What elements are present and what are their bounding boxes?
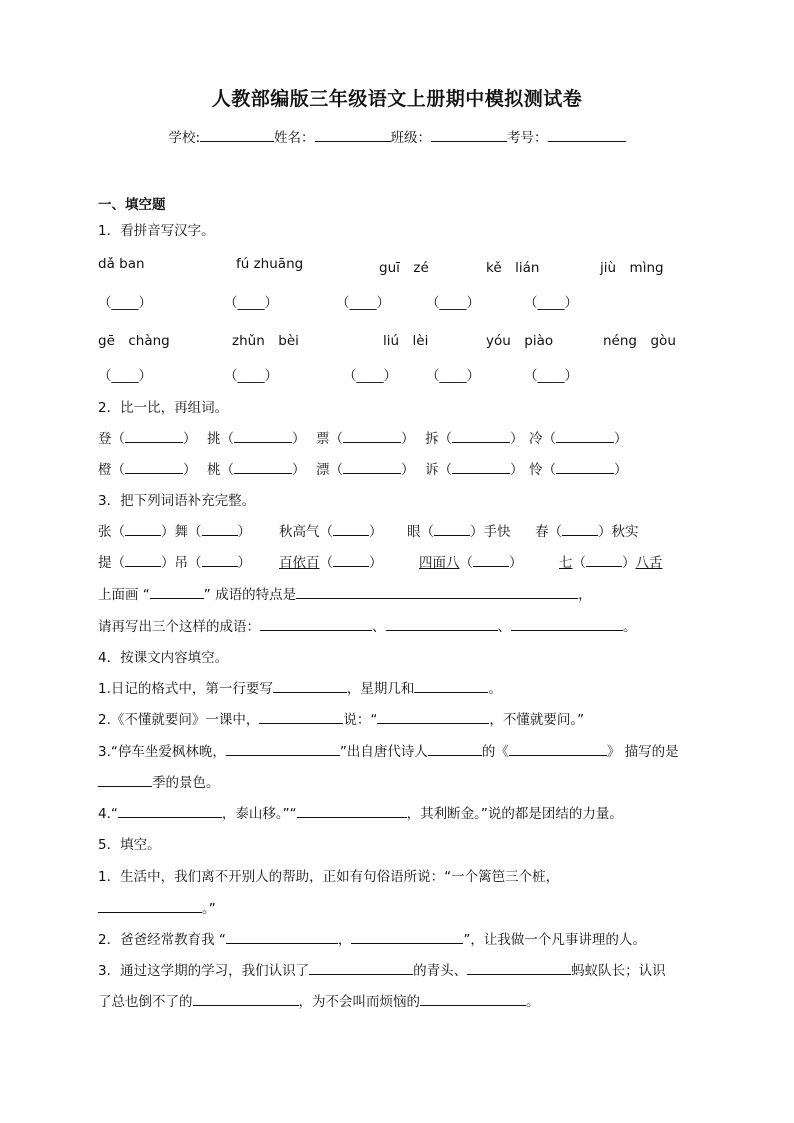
answer-paren[interactable]: （____） (426, 368, 480, 384)
idiom-answer-blank[interactable] (511, 616, 623, 631)
text-blank[interactable] (226, 929, 338, 944)
compare-char: 登 (98, 431, 112, 447)
compare-char: 拆 (425, 431, 439, 447)
pinyin-item: dǎ ban (98, 256, 145, 272)
compare-char: 票 (316, 431, 330, 447)
pinyin-item: yóu piào (486, 333, 554, 349)
q4-item-4: 4.“ ，泰山移。”“ ，其利断金。”说的都是团结的力量。 (98, 802, 623, 822)
idiom-item: 四面八（ ） (419, 551, 559, 571)
exam-no-label: 考号： (507, 130, 548, 146)
compare-item: 票（ ） (316, 427, 425, 447)
compare-item: 桃（ ） (207, 458, 316, 478)
pinyin-item: néng gòu (603, 333, 676, 349)
idiom-blank[interactable] (562, 521, 598, 536)
idiom-blank[interactable] (125, 521, 161, 536)
word-blank[interactable] (452, 459, 510, 474)
name-label: 姓名： (274, 130, 315, 146)
answer-paren[interactable]: （____） (224, 295, 278, 311)
idiom-blank[interactable] (333, 552, 369, 567)
text-blank[interactable] (259, 709, 343, 724)
compare-item: 橙（ ） (98, 458, 207, 478)
section-heading: 一、填空题 (98, 197, 166, 213)
q3-prompt: 3．把下列词语补充完整。 (98, 493, 256, 509)
q4-item-1: 1.日记的格式中，第一行要写 ，星期几和 。 (98, 677, 502, 697)
answer-paren[interactable]: （____） (524, 368, 578, 384)
idiom-blank[interactable] (202, 521, 238, 536)
text-blank[interactable] (414, 678, 488, 693)
idiom-blank[interactable] (586, 552, 622, 567)
q3-line-2 (98, 551, 663, 571)
compare-item: 漂（ ） (316, 458, 425, 478)
compare-char: 桃 (207, 462, 221, 478)
idiom-item: 春（ ）秋实 (535, 520, 639, 540)
text-blank[interactable] (467, 960, 571, 975)
word-blank[interactable] (234, 459, 292, 474)
q5-item-1-cont: 。” (98, 897, 216, 917)
compare-char: 冷 (529, 431, 543, 447)
compare-item: 怜（ ） (529, 458, 628, 478)
idiom-answer-blank[interactable] (386, 616, 498, 631)
school-blank[interactable] (200, 127, 274, 142)
pinyin-item: liú lèi (383, 333, 429, 349)
word-blank[interactable] (343, 459, 401, 474)
compare-item: 冷（ ） (529, 427, 628, 447)
q3-line-3: 上面画 “ ” 成语的特点是 ， (98, 583, 592, 603)
word-blank[interactable] (556, 459, 614, 474)
text-blank[interactable] (351, 929, 463, 944)
q3-line-1 (98, 520, 639, 540)
idiom-item: 七（ ）八舌 (559, 551, 663, 571)
idiom-blank[interactable] (202, 552, 238, 567)
compare-char: 挑 (207, 431, 221, 447)
feature-blank[interactable] (296, 584, 578, 599)
answer-paren[interactable]: （____） (98, 295, 152, 311)
word-blank[interactable] (125, 459, 183, 474)
compare-item: 挑（ ） (207, 427, 316, 447)
q5-item-3: 3．通过这学期的学习，我们认识了 的青头、 蚂蚁队长；认识 (98, 959, 666, 979)
answer-paren[interactable]: （____） (336, 295, 390, 311)
idiom-blank[interactable] (434, 521, 470, 536)
marked-idiom-blank[interactable] (150, 584, 204, 599)
pinyin-item: guī zé (379, 260, 429, 276)
idiom-answer-blank[interactable] (260, 616, 372, 631)
school-label: 学校: (168, 130, 201, 146)
compare-char: 漂 (316, 462, 330, 478)
answer-paren[interactable]: （____） (524, 295, 578, 311)
text-blank[interactable] (118, 803, 222, 818)
compare-item: 登（ ） (98, 427, 207, 447)
q3-line-4: 请再写出三个这样的成语： 、 、 。 (98, 615, 637, 635)
answer-paren[interactable]: （____） (343, 368, 397, 384)
word-blank[interactable] (556, 428, 614, 443)
q5-item-2: 2．爸爸经常教育我 “ ， ”，让我做一个凡事讲理的人。 (98, 928, 646, 948)
name-blank[interactable] (315, 127, 391, 142)
q2-row-2 (98, 458, 628, 478)
text-blank[interactable] (98, 898, 202, 913)
word-blank[interactable] (234, 428, 292, 443)
class-blank[interactable] (431, 127, 507, 142)
compare-item: 诉（ ） (425, 458, 529, 478)
student-info-line (0, 126, 794, 146)
text-blank[interactable] (309, 960, 413, 975)
exam-no-blank[interactable] (548, 127, 626, 142)
q2-row-1 (98, 427, 628, 447)
text-blank[interactable] (377, 709, 489, 724)
idiom-item: 秋高气（ ） (279, 520, 407, 540)
pinyin-item: kě lián (486, 260, 540, 276)
word-blank[interactable] (452, 428, 510, 443)
q5-item-3-cont: 了总也倒不了的 ，为不会叫而烦恼的 。 (98, 990, 540, 1010)
pinyin-item: fú zhuāng (236, 256, 304, 272)
text-blank[interactable] (226, 741, 340, 756)
text-blank[interactable] (98, 772, 152, 787)
text-blank[interactable] (428, 741, 482, 756)
q2-prompt: 2．比一比，再组词。 (98, 400, 229, 416)
q4-prompt: 4．按课文内容填空。 (98, 650, 229, 666)
q4-item-2: 2.《不懂就要问》一课中， 说：“ ，不懂就要问。” (98, 708, 584, 728)
idiom-blank[interactable] (473, 552, 509, 567)
idiom-blank[interactable] (125, 552, 161, 567)
answer-paren[interactable]: （____） (426, 295, 480, 311)
answer-paren[interactable]: （____） (224, 368, 278, 384)
pinyin-item: zhǔn bèi (232, 333, 299, 349)
idiom-item: 百依百（ ） (279, 551, 419, 571)
q5-prompt: 5．填空。 (98, 837, 161, 853)
class-label: 班级： (390, 130, 432, 146)
text-blank[interactable] (297, 803, 407, 818)
q1-prompt: 1．看拼音写汉字。 (98, 223, 215, 239)
text-blank[interactable] (509, 741, 607, 756)
word-blank[interactable] (343, 428, 401, 443)
answer-paren[interactable]: （____） (98, 368, 152, 384)
q4-item-3: 3.“停车坐爱枫林晚， ”出自唐代诗人 的《 》 描写的是 (98, 740, 679, 760)
compare-item: 拆（ ） (425, 427, 529, 447)
text-blank[interactable] (193, 991, 299, 1006)
compare-char: 诉 (425, 462, 439, 478)
idiom-blank[interactable] (333, 521, 369, 536)
pinyin-item: jiù mìng (600, 260, 664, 276)
compare-char: 橙 (98, 462, 112, 478)
text-blank[interactable] (420, 991, 526, 1006)
q4-item-3-cont: 季的景色。 (98, 771, 220, 791)
idiom-item: 提（ ）吊（ ） (98, 551, 279, 571)
q5-item-1: 1．生活中，我们离不开别人的帮助，正如有句俗语所说：“一个篱笆三个桩， (98, 869, 560, 885)
idiom-item: 眼（ ）手快 (407, 520, 535, 540)
compare-char: 怜 (529, 462, 543, 478)
idiom-item: 张（ ）舞（ ） (98, 520, 279, 540)
text-blank[interactable] (273, 678, 347, 693)
pinyin-item: gē chàng (98, 333, 170, 349)
page-title: 人教部编版三年级语文上册期中模拟测试卷 (211, 88, 583, 110)
word-blank[interactable] (125, 428, 183, 443)
